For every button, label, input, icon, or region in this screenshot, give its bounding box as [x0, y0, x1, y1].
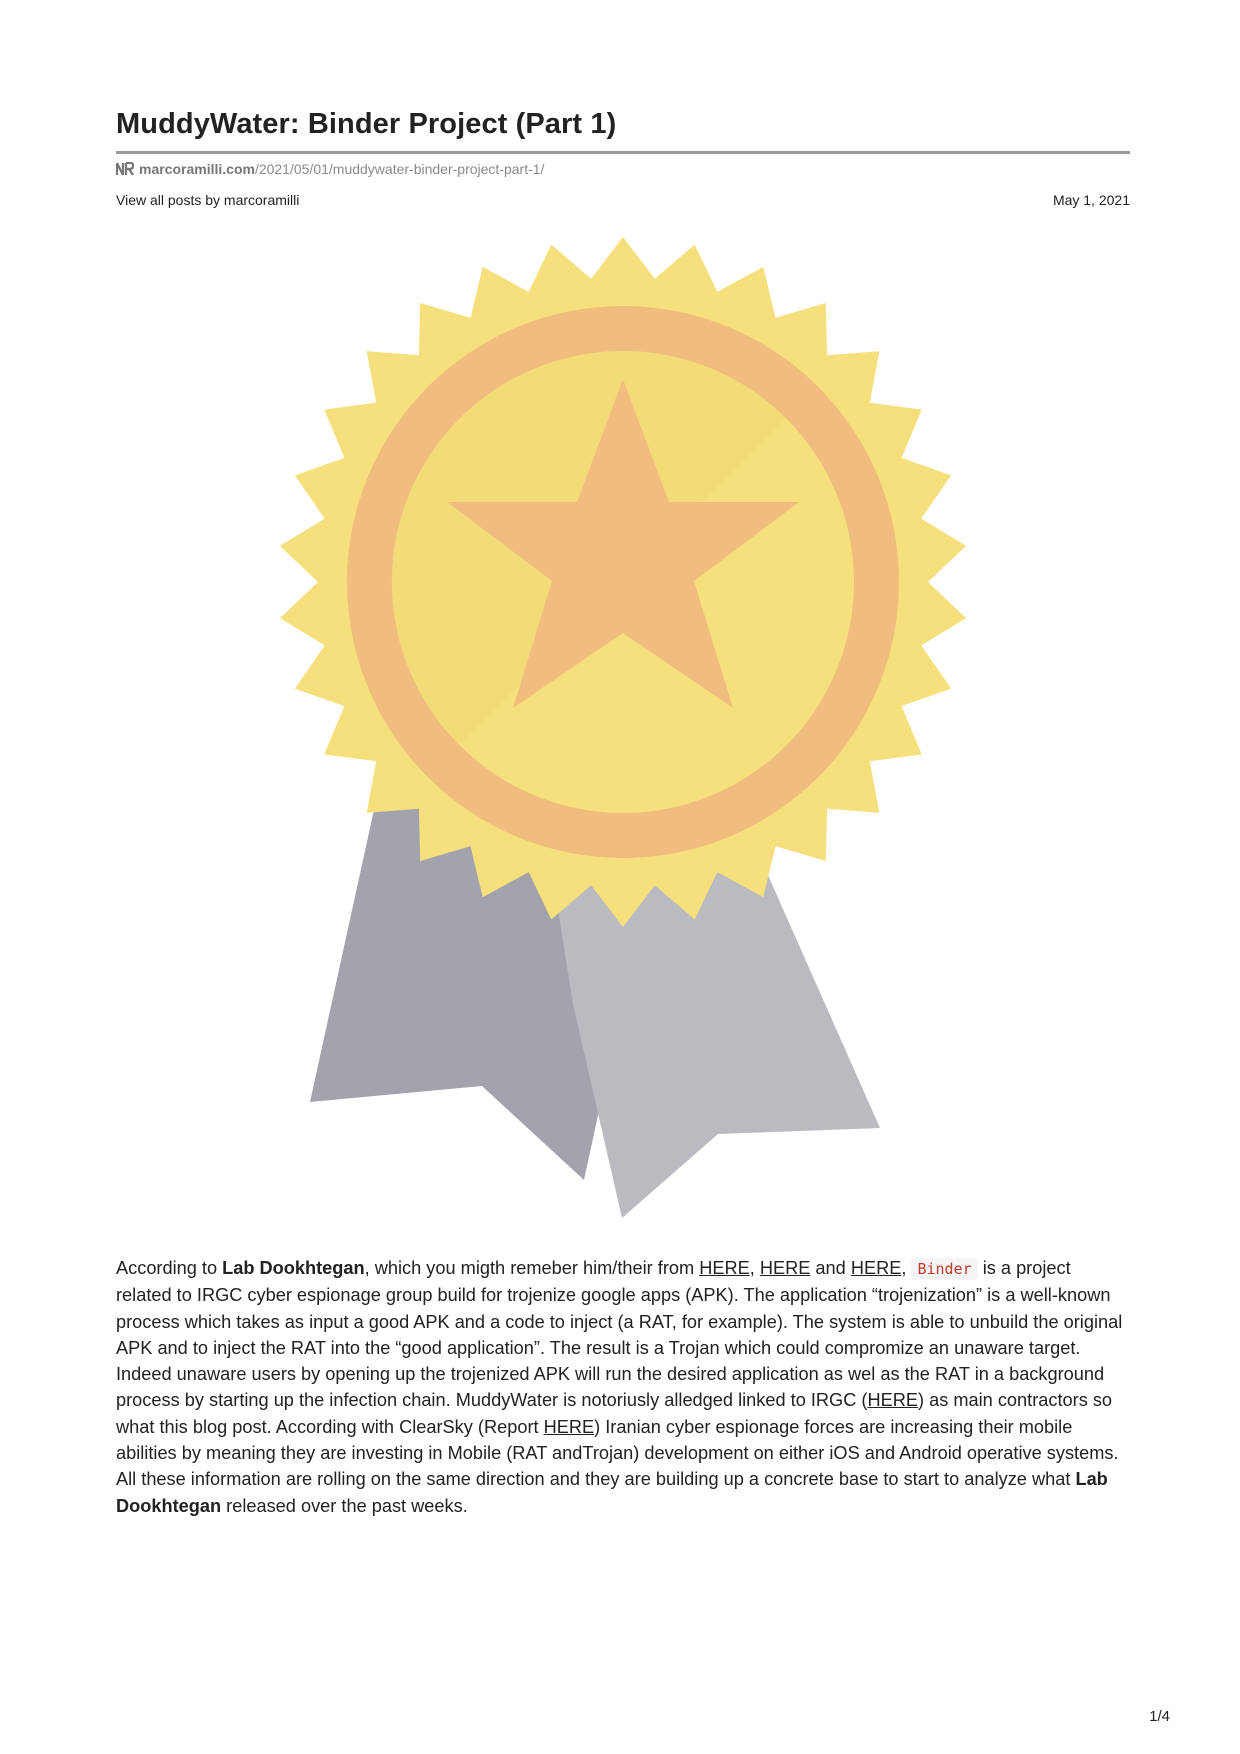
- title-divider: [116, 151, 1130, 154]
- page-title: MuddyWater: Binder Project (Part 1): [116, 108, 617, 140]
- source-url[interactable]: [116, 161, 544, 177]
- bold-lab-dookhtegan-2: Lab Dookhtegan: [116, 1469, 1108, 1516]
- here-link-5[interactable]: HERE: [543, 1416, 595, 1437]
- here-link-1[interactable]: HERE: [699, 1258, 750, 1278]
- site-logo-icon: [116, 162, 134, 176]
- binder-code: Binder: [911, 1258, 977, 1280]
- page-number: 1/4: [1149, 1708, 1170, 1725]
- post-date: May 1, 2021: [1052, 192, 1130, 208]
- bold-lab-dookhtegan: Lab Dookhtegan: [222, 1258, 365, 1278]
- article-page: [116, 0, 1130, 1754]
- here-link-3[interactable]: HERE: [850, 1258, 902, 1278]
- award-ribbon-star-icon: [273, 236, 973, 1226]
- source-domain: marcoramilli.com: [139, 161, 255, 177]
- article-paragraph: According to Lab Dookhtegan, which you migth remeber him/their from HERE, HERE and HERE, Binder is a project related to IRGC cyber espionage group build for trojenize google apps (APK). The application “trojenization” is a well-known process which takes as input a good APK and a code to inject (a RAT, for example). The system is able to unbuild the original APK and to inject the RAT into the “good application”. The result is a Trojan which could compromize an unaware target. Indeed unaware users by opening up the trojenized APK will run the desired application as wel as the RAT in a background process by starting up the infection chain. MuddyWater is notoriusly alledged linked to IRGC (HERE) as main contractors so what this blog post. According with ClearSky (Report HERE) Iranian cyber espionage forces are increasing their mobile abilities by meaning they are investing in Mobile (RAT andTrojan) development on either iOS and Android operative systems. All these information are rolling on the same direction and they are building up a concrete base to start to analyze what Lab Dookhtegan released over the past weeks.: [116, 1258, 1123, 1516]
- here-link-4[interactable]: HERE: [867, 1390, 918, 1411]
- author-link[interactable]: View all posts by marcoramilli: [116, 192, 300, 208]
- featured-image: [116, 236, 1130, 1232]
- here-link-2[interactable]: HERE: [759, 1258, 811, 1278]
- source-path: /2021/05/01/muddywater-binder-project-part-1/: [254, 161, 545, 177]
